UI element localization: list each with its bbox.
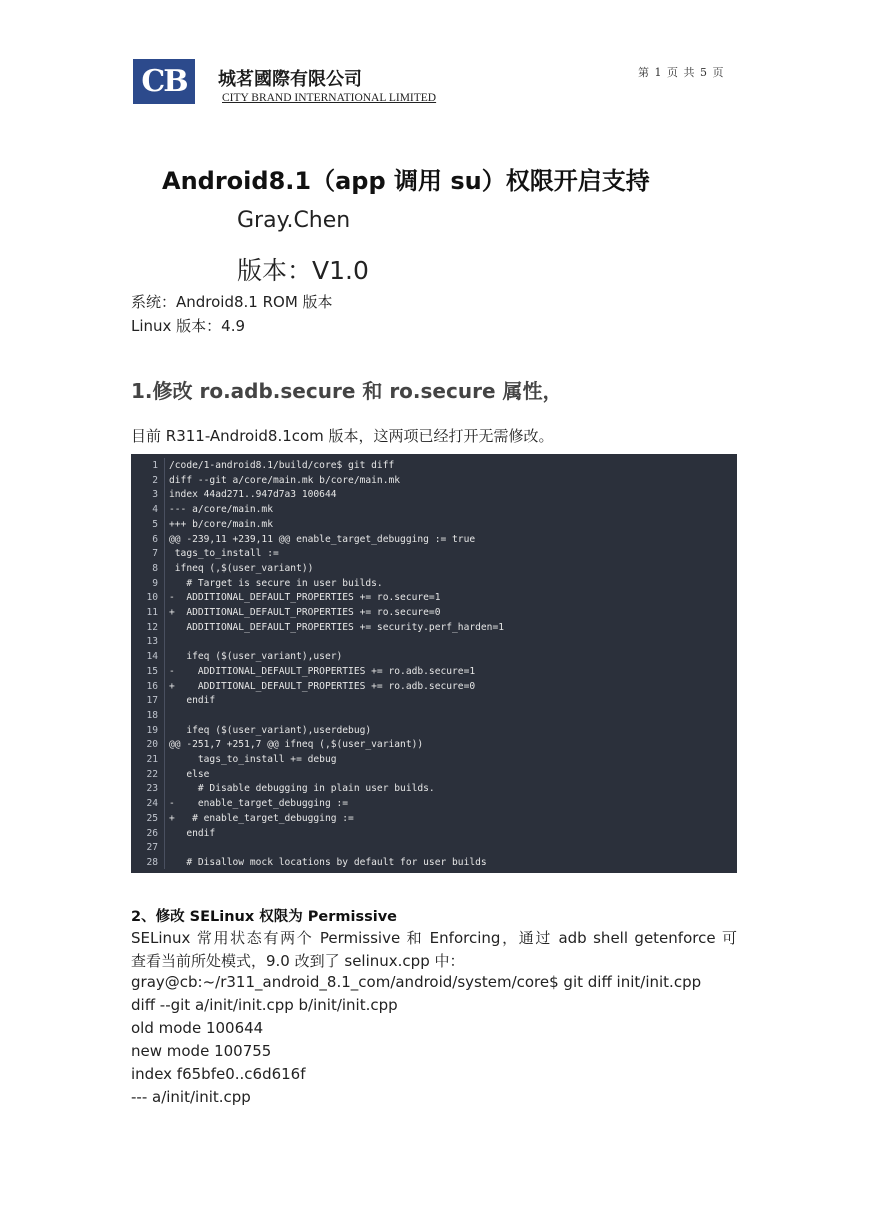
linux-info: Linux 版本：4.9 <box>131 317 246 335</box>
code-line-number: 9 <box>152 577 158 589</box>
section1-paragraph: 目前 R311-Android8.1com 版本，这两项已经打开无需修改。 <box>131 427 554 445</box>
code-line-number: 16 <box>146 680 158 692</box>
code-line <box>131 841 737 856</box>
code-line-text: else <box>169 768 210 780</box>
code-line-text: endif <box>169 827 216 839</box>
section2-line-1: SELinux 常用状态有两个 Permissive 和 Enforcing，通过 adb shell getenforce 可 <box>131 929 737 947</box>
code-line-text: @@ -251,7 +251,7 @@ ifneq (,$(user_variant)) <box>169 739 424 751</box>
diff-command-line: gray@cb:~/r311_android_8.1_com/android/system/core$ git diff init/init.cpp <box>131 973 702 991</box>
old-file-line: --- a/init/init.cpp <box>131 1088 251 1106</box>
code-line <box>131 709 737 724</box>
document-author: Gray.Chen <box>237 208 351 233</box>
code-line <box>131 533 737 548</box>
section2-heading: 2、修改 SELinux 权限为 Permissive <box>131 909 397 925</box>
code-line-text: ifeq ($(user_variant),userdebug) <box>169 724 372 736</box>
page-indicator: 第 1 页 共 5 页 <box>638 66 724 79</box>
code-line-number: 22 <box>146 768 158 780</box>
code-line-number: 21 <box>146 754 158 765</box>
code-line-number: 15 <box>146 665 158 677</box>
code-line-number: 24 <box>146 798 158 810</box>
code-line <box>131 694 737 709</box>
code-line-text: tags_to_install := <box>169 548 279 560</box>
code-line <box>131 635 737 650</box>
code-line-number: 17 <box>146 695 158 707</box>
code-line <box>131 812 737 827</box>
code-line-text: # Disallow mock locations by default for user builds <box>169 856 487 868</box>
section1-heading: 1.修改 ro.adb.secure 和 ro.secure 属性， <box>131 379 563 403</box>
code-line <box>131 459 737 474</box>
code-line-number: 28 <box>146 856 158 868</box>
code-line-text: - ADDITIONAL_DEFAULT_PROPERTIES += ro.adb.secure=1 <box>169 665 476 677</box>
code-line-text: tags_to_install += debug <box>169 754 337 765</box>
code-line <box>131 621 737 636</box>
code-line-text: + ADDITIONAL_DEFAULT_PROPERTIES += ro.secure=0 <box>169 607 441 618</box>
code-line <box>131 768 737 783</box>
code-line-number: 13 <box>146 636 158 648</box>
code-block <box>131 454 737 873</box>
code-line-text: - enable_target_debugging := <box>169 798 349 810</box>
code-line-number: 6 <box>152 533 158 545</box>
document-title: Android8.1（app 调用 su）权限开启支持 <box>162 167 650 195</box>
code-line-number: 5 <box>152 518 158 530</box>
code-line-text: endif <box>169 695 216 707</box>
code-line <box>131 474 737 489</box>
code-line-number: 10 <box>146 592 158 604</box>
code-line-number: 4 <box>152 504 158 516</box>
code-line-number: 14 <box>146 651 158 663</box>
code-line <box>131 680 737 695</box>
code-line-number: 12 <box>146 621 158 633</box>
code-line-text: +++ b/core/main.mk <box>169 518 273 530</box>
code-line-number: 11 <box>146 607 158 618</box>
new-mode-line: new mode 100755 <box>131 1042 272 1060</box>
code-line-text: diff --git a/core/main.mk b/core/main.mk <box>169 474 401 486</box>
code-line-number: 7 <box>152 548 158 560</box>
code-line-number: 18 <box>146 709 158 721</box>
code-line <box>131 503 737 518</box>
code-line-text: + # enable_target_debugging := <box>169 812 354 824</box>
code-line <box>131 797 737 812</box>
company-name-en: CITY BRAND INTERNATIONAL LIMITED <box>222 92 437 104</box>
company-name-cn: 城茗國際有限公司 <box>218 69 362 90</box>
code-line-text: # Target is secure in user builds. <box>169 577 383 589</box>
code-line-number: 1 <box>152 460 158 471</box>
code-line-number: 27 <box>146 842 158 854</box>
code-line <box>131 856 737 871</box>
code-line-number: 23 <box>146 783 158 795</box>
code-line <box>131 562 737 577</box>
code-line <box>131 753 737 768</box>
code-line-text: - ADDITIONAL_DEFAULT_PROPERTIES += ro.secure=1 <box>169 592 441 604</box>
code-line-number: 20 <box>146 739 158 751</box>
code-line <box>131 827 737 842</box>
code-line-text: --- a/core/main.mk <box>169 504 273 516</box>
code-line <box>131 577 737 592</box>
code-line <box>131 488 737 503</box>
system-info: 系统：Android8.1 ROM 版本 <box>131 293 333 311</box>
code-line-text: ifneq (,$(user_variant)) <box>169 562 314 574</box>
code-line-text: ADDITIONAL_DEFAULT_PROPERTIES += security.perf_harden=1 <box>169 621 505 633</box>
code-line <box>131 591 737 606</box>
code-line-text: ifeq ($(user_variant),user) <box>169 651 343 663</box>
code-line <box>131 724 737 739</box>
code-line-number: 26 <box>146 827 158 839</box>
old-mode-line: old mode 100644 <box>131 1019 264 1037</box>
document-version: 版本：V1.0 <box>237 256 369 285</box>
company-logo: CB <box>133 59 195 104</box>
section2-line-2: 查看当前所处模式，9.0 改到了 selinux.cpp 中： <box>131 952 465 970</box>
code-line-number: 19 <box>146 724 158 736</box>
code-line-number: 2 <box>152 474 158 486</box>
code-line <box>131 782 737 797</box>
code-line-text: index 44ad271..947d7a3 100644 <box>169 489 337 501</box>
code-line <box>131 665 737 680</box>
code-line-number: 3 <box>152 489 158 501</box>
code-line-text: /code/1-android8.1/build/core$ git diff <box>169 460 395 471</box>
code-line-text: # Disable debugging in plain user builds. <box>169 783 435 795</box>
code-line-text: + ADDITIONAL_DEFAULT_PROPERTIES += ro.adb.secure=0 <box>169 680 476 692</box>
code-line-text: @@ -239,11 +239,11 @@ enable_target_debugging := true <box>169 533 476 545</box>
index-line: index f65bfe0..c6d616f <box>131 1065 306 1083</box>
code-line <box>131 738 737 753</box>
code-line <box>131 547 737 562</box>
code-line <box>131 650 737 665</box>
code-line <box>131 518 737 533</box>
code-line-number: 8 <box>152 562 158 574</box>
code-line <box>131 606 737 621</box>
diff-header-line: diff --git a/init/init.cpp b/init/init.cpp <box>131 996 398 1014</box>
code-line-number: 25 <box>146 812 158 824</box>
